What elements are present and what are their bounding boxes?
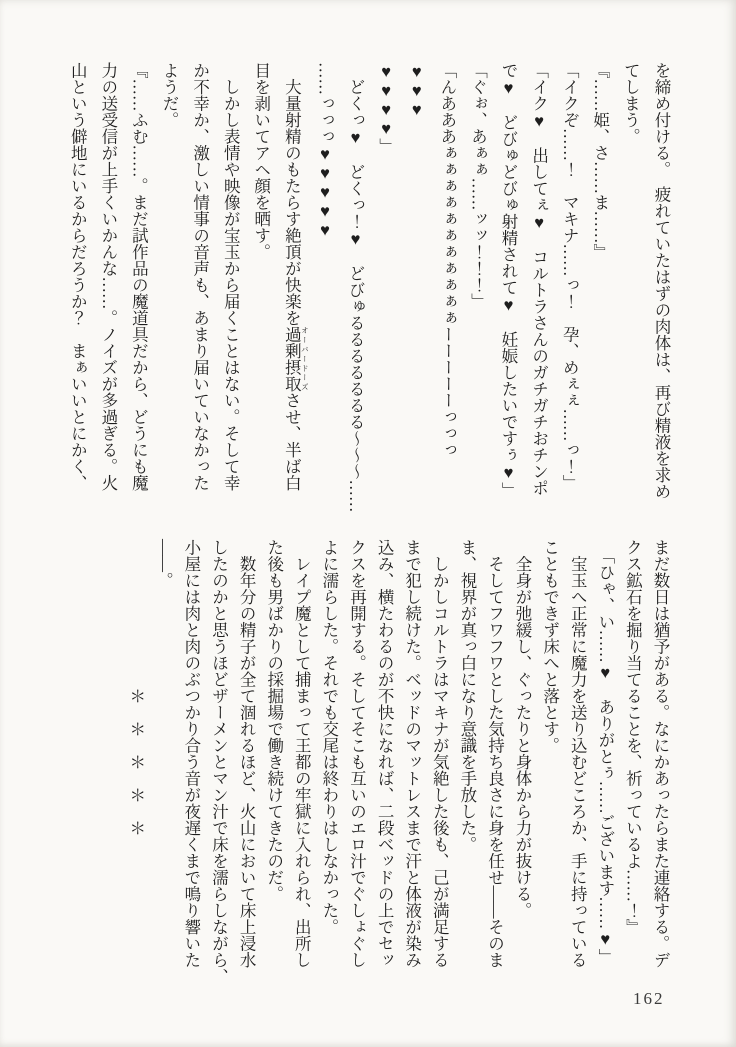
text-line: そしてフワフワとした気持ち良さに身を任せ——そのま <box>485 539 505 968</box>
text-line: ♥♥♥♥」 <box>376 62 396 155</box>
text-line: 「ぐぉ、あぁぁ……ッッ！！！」 <box>468 62 488 310</box>
text-line: ——。 <box>154 539 174 589</box>
text-line: したのかと思うほどザーメンとマン汁で床を濡らしながら、 <box>209 539 229 985</box>
text-line: まで犯し続けた。ベッドのマットレスまで汗と体液が染み <box>402 539 422 968</box>
page-number: 162 <box>633 989 665 1008</box>
text-line: しかし表情や映像が宝玉から届くことはない。そして幸 <box>221 62 241 491</box>
text-line: 目を剥いてアヘ顔を晒す。 <box>251 62 271 260</box>
text-line: 数年分の精子が全て涸れるほど、火山において床上浸水 <box>237 539 257 968</box>
text-line: 小屋には肉と肉のぶつかり合う音が夜遅くまで鳴り響いた <box>181 539 201 968</box>
text-line: 力の送受信が上手くいかんな……。ノイズが多過ぎる。火 <box>98 62 118 491</box>
text-line: ようだ。 <box>160 62 179 128</box>
text-line: まだ数日は猶予がある。なにかあったらまた連絡する。デ <box>651 539 670 968</box>
top-text-block <box>62 62 676 514</box>
text-line: 「ひゃ、い……♥ ありがとぅ……ございます……♥」 <box>595 539 615 965</box>
text-line: 『……ふむ……。まだ試作品の魔道具だから、どうにも魔 <box>129 62 149 491</box>
text-line: 「イク♥ 出してぇ♥ コルトラさんのガチガチおチンポ <box>529 62 549 496</box>
text-line: 山という僻地にいるからだろうか？ まぁいいとにかく、 <box>68 62 88 491</box>
text-line: ま、視界が真っ白になり意識を手放した。 <box>457 539 477 853</box>
text-line: よに濡らした。それでも交尾は終わりはしなかった。 <box>319 539 339 935</box>
text-line: 全身が弛緩し、ぐったりと身体から力が抜ける。 <box>513 539 533 919</box>
text-line: どくっ♥ どくっ！♥ どびゅるるるるるるる〜〜〜…… <box>346 62 366 513</box>
text-line: クスを再開する。そしてそこも互いのエロ汁でぐしょぐし <box>347 539 367 968</box>
scene-break: ＊ ＊ ＊ ＊ ＊ <box>126 539 146 836</box>
bottom-text-block <box>122 539 674 993</box>
text-line: 『……姫、さ……ま……』 <box>590 62 610 260</box>
text-line: しかしコルトラはマキナが気絶した後も、己が満足する <box>430 539 450 968</box>
text-line: 宝玉へ正常に魔力を送り込むどころか、手に持っている <box>568 539 588 968</box>
text-line: た後も男ばかりの採掘場で働き続けてきたのだ。 <box>264 539 284 902</box>
text-line: てしまう。 <box>621 62 641 145</box>
text-line: 大量射精のもたらす絶頂が快楽を過剰摂取 オーバードーズさせ、半ば白 <box>282 62 310 491</box>
text-line: ……っっっ♥♥♥♥♥ <box>315 62 335 240</box>
text-line: こともできず床へと落とす。 <box>540 539 560 754</box>
text-line: 「イクぞ……！ マキナ……っ！ 孕、めぇぇ……っ！」 <box>560 62 580 491</box>
ruby-annotated-text: 過剰摂取 オーバードーズ <box>282 326 310 392</box>
text-line: で♥ どびゅどびゅ射精されて♥ 妊娠したいですぅ♥」 <box>499 62 519 499</box>
text-line: 「んあああぁぁぁぁぁぁぁぁぁぁぁーーーーーっっっ♥♥♥ <box>407 62 457 458</box>
text-line: を締め付ける。 疲れていたはずの肉体は、再び精液を求め <box>652 62 671 500</box>
text-line: か不幸か、激しい情事の音声も、あまり届いていなかった <box>190 62 210 491</box>
text-line: レイプ魔として捕まって王都の牢獄に入れられ、出所し <box>292 539 312 968</box>
text-line: クス鉱石を掘り当てることを、祈っているよ……！』 <box>623 539 643 935</box>
text-line: 込み、横たわるのが不快になれば、二段ベッドの上でセッ <box>375 539 395 968</box>
